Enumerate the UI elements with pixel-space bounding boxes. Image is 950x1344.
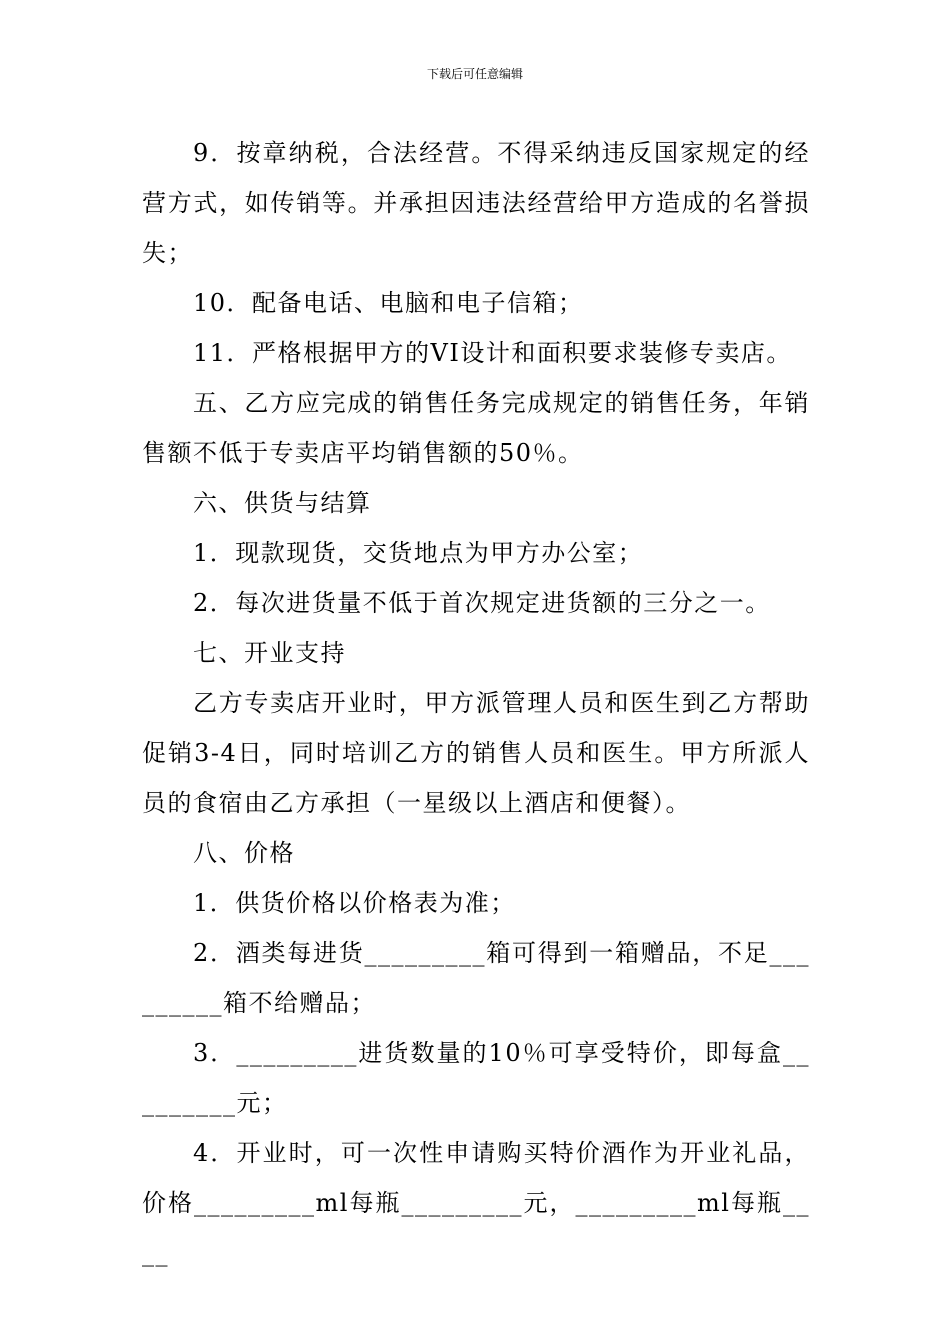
section-6-item-1: 1．现款现货，交货地点为甲方办公室； (193, 539, 644, 567)
section-7-heading: 七、开业支持 (193, 639, 346, 667)
section-8-item-1: 1．供货价格以价格表为准； (193, 889, 516, 917)
document-body (142, 128, 810, 1278)
section-8-heading: 八、价格 (193, 839, 295, 867)
clause-9-tax: 9．按章纳税，合法经营。不得采纳违反国家规定的经营方式，如传销等。并承担因违法经营给甲方造成的名誉损失； (142, 139, 810, 267)
section-7-body: 乙方专卖店开业时，甲方派管理人员和医生到乙方帮助促销3-4日，同时培训乙方的销售人员和医生。甲方所派人员的食宿由乙方承担（一星级以上酒店和便餐）。 (142, 689, 810, 817)
page-header: 下载后可任意编辑 (426, 67, 523, 81)
section-6-heading: 六、供货与结算 (193, 489, 372, 517)
clause-10-equipment: 10．配备电话、电脑和电子信箱； (193, 289, 584, 317)
section-8-item-2: 2．酒类每进货_________箱可得到一箱赠品，不足_________箱不给赠品； (142, 939, 810, 1017)
section-8-item-4: 4．开业时，可一次性申请购买特价酒作为开业礼品，价格_________ml每瓶_________元，_________ml每瓶____ (142, 1139, 810, 1267)
section-8-item-3: 3．_________进货数量的10％可享受特价，即每盒_________元； (142, 1039, 810, 1117)
section-6-item-2: 2．每次进货量不低于首次规定进货额的三分之一。 (193, 589, 771, 617)
clause-11-decoration: 11．严格根据甲方的VI设计和面积要求装修专卖店。 (193, 339, 792, 367)
section-5-sales-task: 五、乙方应完成的销售任务完成规定的销售任务，年销售额不低于专卖店平均销售额的50％。 (142, 389, 810, 467)
